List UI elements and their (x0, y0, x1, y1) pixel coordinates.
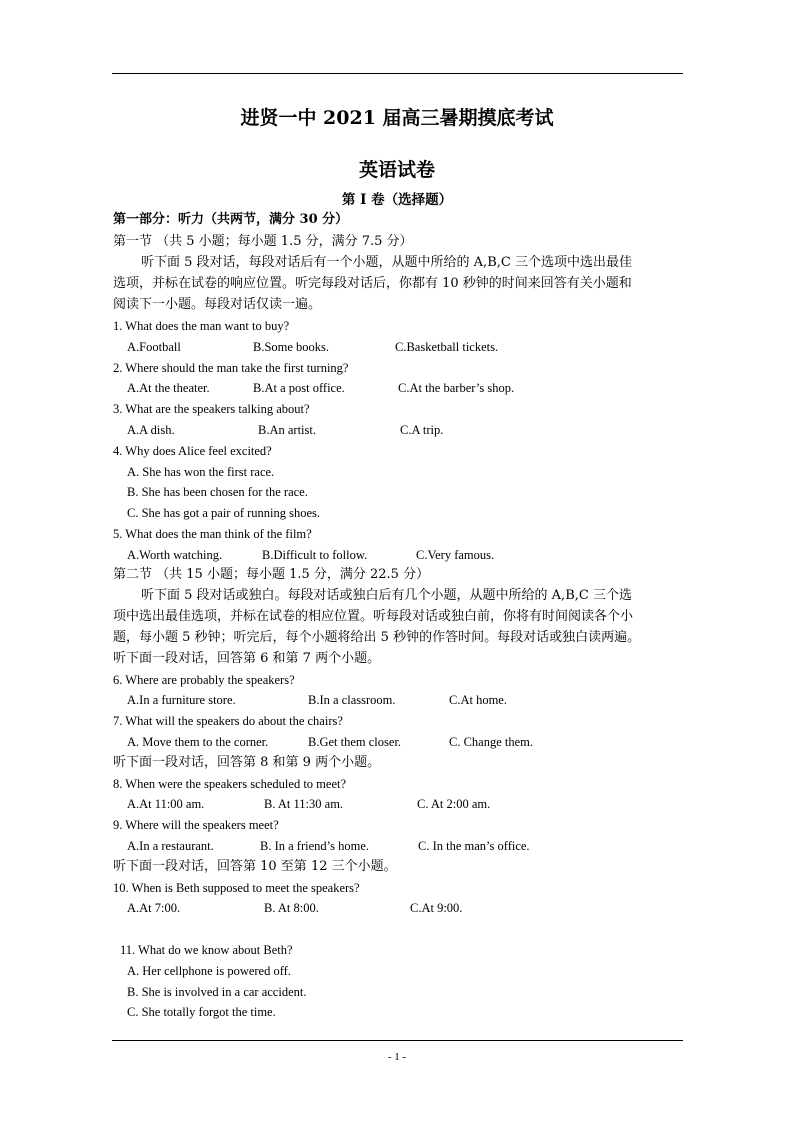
option-a: A.At 11:00 am. (127, 797, 205, 811)
exam-title: 进贤一中 2021 届高三暑期摸底考试 (240, 107, 554, 129)
section1-instructions: 阅读下一小题。每段对话仅读一遍。 (113, 297, 322, 312)
option-b: B. At 8:00. (264, 901, 319, 915)
question-stem: 7. What will the speakers do about the chairs? (113, 714, 343, 728)
question-stem: 10. When is Beth supposed to meet the speakers? (113, 881, 360, 895)
option-a: A.At the theater. (127, 381, 210, 395)
section1-instructions: 选项，并标在试卷的响应位置。听完每段对话后，你都有 10 秒钟的时间来回答有关小题和 (113, 276, 632, 291)
option-a: A.In a furniture store. (127, 693, 236, 707)
option-a: A.Worth watching. (127, 548, 223, 562)
option-c: C. In the man’s office. (418, 839, 530, 853)
question-stem: 3. What are the speakers talking about? (113, 402, 310, 416)
option-b: B.Difficult to follow. (262, 548, 368, 562)
option-a: A.A dish. (127, 423, 175, 437)
option-c: C.A trip. (400, 423, 444, 437)
question-stem: 2. Where should the man take the first turning? (113, 361, 349, 375)
option-a: A.In a restaurant. (127, 839, 214, 853)
option-b: B.Some books. (253, 340, 330, 354)
question-stem: 5. What does the man think of the film? (113, 527, 312, 541)
question-stem: 1. What does the man want to buy? (113, 319, 290, 333)
question-stem: 4. Why does Alice feel excited? (113, 444, 272, 458)
top-rule (112, 73, 683, 74)
option-b: B. She is involved in a car accident. (127, 985, 307, 999)
dialogue-lead: 听下面一段对话，回答第 6 和第 7 两个小题。 (113, 651, 381, 666)
option-b: B.In a classroom. (308, 693, 396, 707)
section2-instructions: 题，每小题 5 秒钟；听完后，每个小题将给出 5 秒钟的作答时间。每段对话或独白读两遍。 (113, 630, 641, 645)
question-stem: 6. Where are probably the speakers? (113, 673, 295, 687)
option-c: C. At 2:00 am. (417, 797, 491, 811)
page-number: - 1 - (387, 1051, 407, 1063)
question-stem: 11. What do we know about Beth? (120, 943, 293, 957)
option-c: C. She totally forgot the time. (127, 1005, 276, 1019)
option-b: B. She has been chosen for the race. (127, 485, 308, 499)
section2-instructions: 听下面 5 段对话或独白。每段对话或独白后有几个小题，从题中所给的 A,B,C 三个选 (141, 588, 632, 603)
option-b: B. At 11:30 am. (264, 797, 344, 811)
option-b: B.An artist. (258, 423, 316, 437)
bottom-rule (112, 1040, 683, 1041)
question-stem: 8. When were the speakers scheduled to meet? (113, 777, 347, 791)
option-c: C. She has got a pair of running shoes. (127, 506, 321, 520)
question-stem: 9. Where will the speakers meet? (113, 818, 279, 832)
option-b: B. In a friend’s home. (260, 839, 370, 853)
option-c: C.At home. (449, 693, 507, 707)
dialogue-lead: 听下面一段对话，回答第 10 至第 12 三个小题。 (113, 859, 397, 874)
option-a: A.At 7:00. (127, 901, 181, 915)
option-a: A. Her cellphone is powered off. (127, 964, 291, 978)
option-a: A. She has won the first race. (127, 465, 275, 479)
option-b: B.Get them closer. (308, 735, 402, 749)
option-c: C.Very famous. (416, 548, 495, 562)
volume-title: 第 I 卷（选择题） (341, 192, 453, 208)
option-a: A.Football (127, 340, 181, 354)
option-b: B.At a post office. (253, 381, 345, 395)
option-c: C.At the barber’s shop. (398, 381, 515, 395)
part1-heading: 第一部分：听力（共两节，满分 30 分） (113, 212, 349, 227)
section2-instructions: 项中选出最佳选项，并标在试卷的相应位置。听每段对话或独白前，你将有时间阅读各个小 (113, 609, 634, 624)
option-c: C. Change them. (449, 735, 534, 749)
section2-heading: 第二节 （共 15 小题；每小题 1.5 分，满分 22.5 分） (113, 567, 430, 582)
option-c: C.Basketball tickets. (395, 340, 499, 354)
section1-heading: 第一节 （共 5 小题；每小题 1.5 分，满分 7.5 分） (113, 234, 413, 249)
option-a: A. Move them to the corner. (127, 735, 269, 749)
option-c: C.At 9:00. (410, 901, 463, 915)
dialogue-lead: 听下面一段对话，回答第 8 和第 9 两个小题。 (113, 755, 381, 770)
section1-instructions: 听下面 5 段对话，每段对话后有一个小题，从题中所给的 A,B,C 三个选项中选出最佳 (141, 255, 632, 270)
subject-title: 英语试卷 (358, 159, 435, 181)
